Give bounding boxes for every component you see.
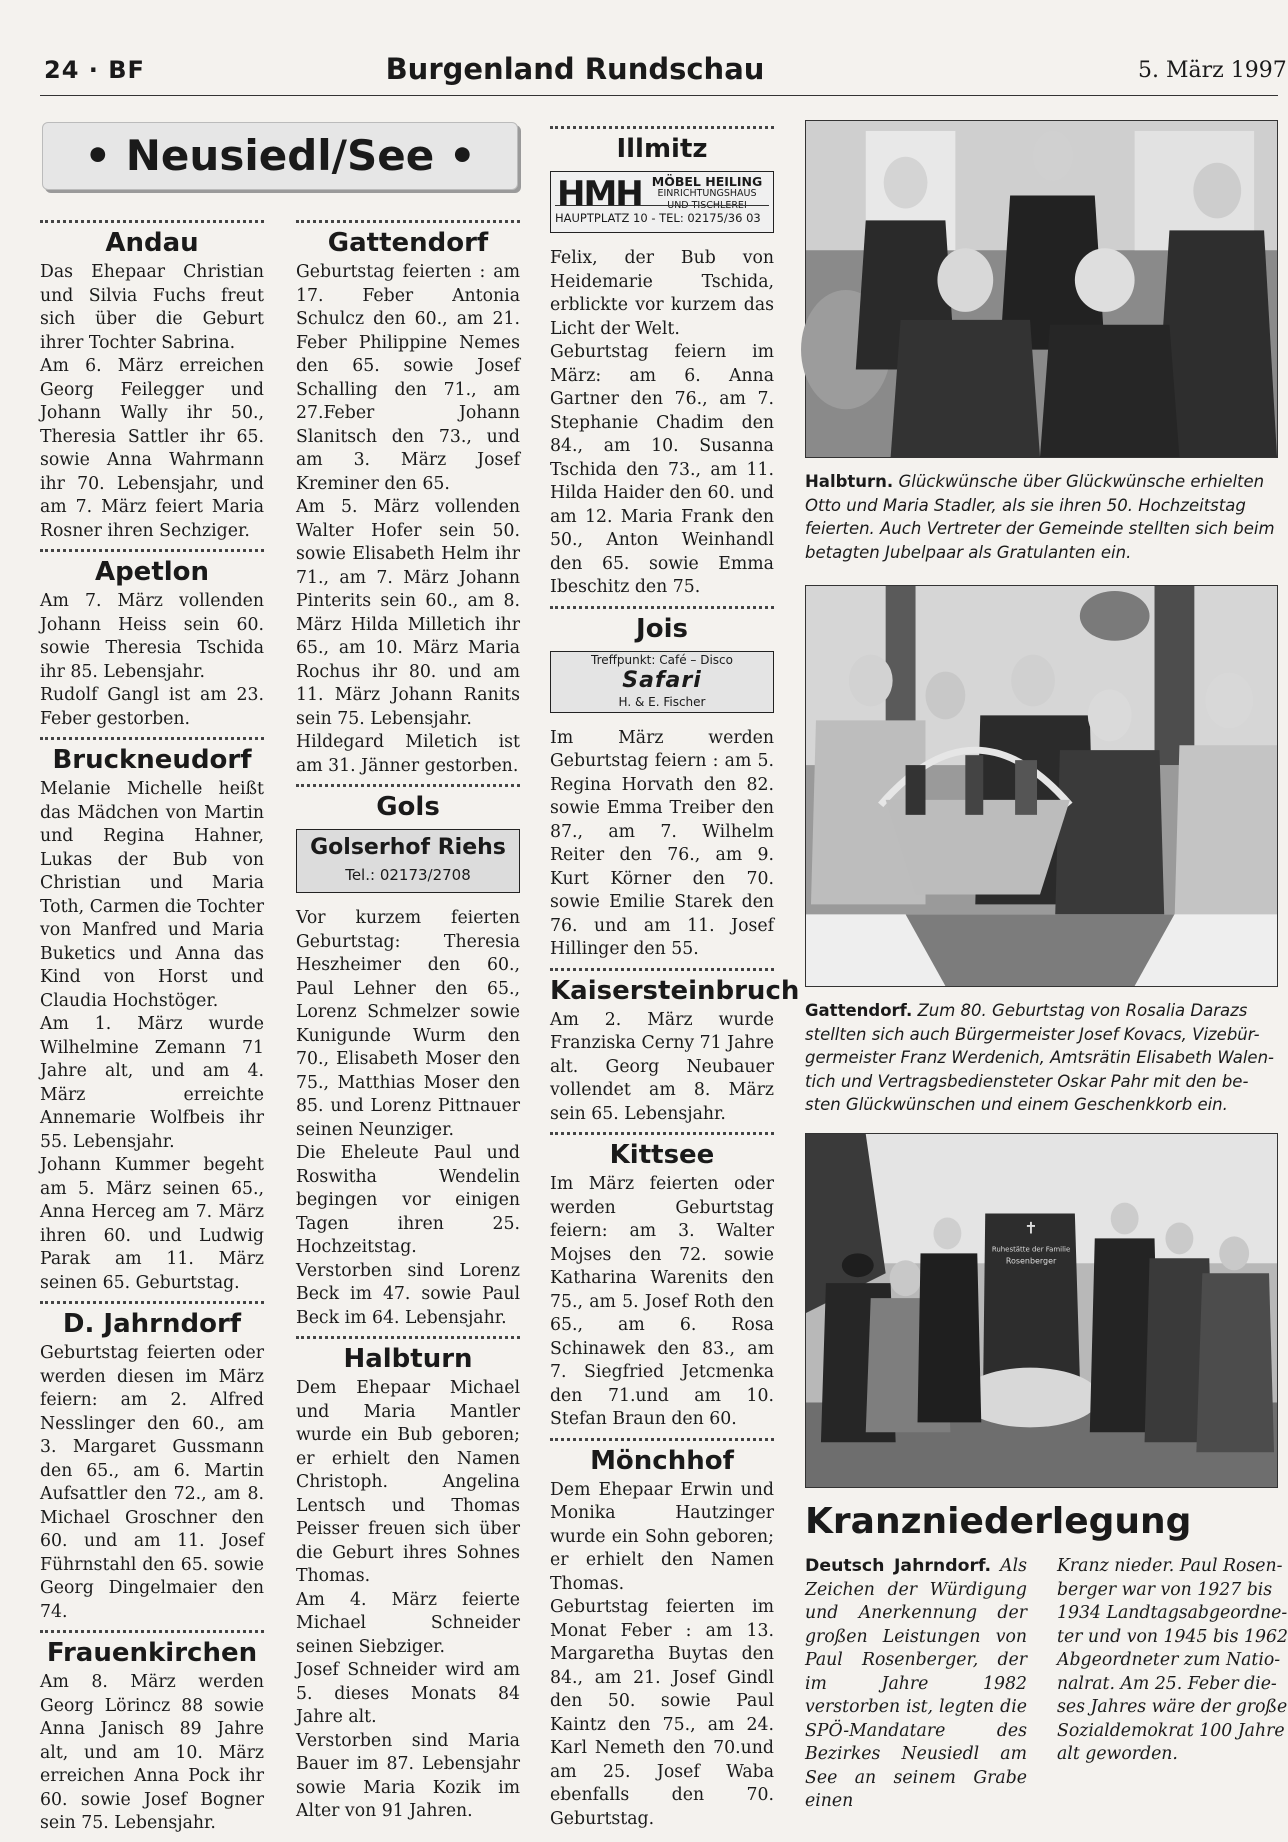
dotted-divider [40, 737, 264, 740]
section-andau [40, 220, 264, 543]
paragraph: Johann Kummer begeht am 5. März seinen 65., Anna Herceg am 7. März ihren 60. und Ludwig Parak am 11. März seinen 65. Geburtstag. [40, 1155, 264, 1293]
photo-gattendorf-basket [805, 585, 1278, 987]
paragraph: Im März werden Geburtstag feiern : am 5. Regina Horvath den 82. sowie Emma Treiber den 87., am 7. Wilhelm Reiter den 76., am 9. Kurt Körner den 70. sowie Emilie Starek den 76. und am 11. Josef Hillinger den 55. [550, 727, 774, 959]
section-title: Gattendorf [327, 228, 489, 258]
caption-line [805, 470, 1278, 494]
paragraph: Verstorben sind Lorenz Beck im 47. sowie Paul Beck im 64. Lebensjahr. [296, 1260, 520, 1328]
caption-line: feierten. Auch Vertreter der Gemeinde stellten sich beim [805, 519, 1275, 538]
article-line: Abgeordneter zum Natio- [1057, 1650, 1281, 1670]
section-title: Gols [376, 792, 440, 822]
dotted-divider [296, 784, 520, 787]
hmh-sub2: UND TISCHLEREI [667, 200, 747, 211]
section-text [550, 1479, 774, 1832]
paragraph: Josef Schneider wird am 5. dieses Monats 84 Jahre alt. [296, 1660, 520, 1727]
dotted-divider [40, 1301, 264, 1304]
article-text-1: Als Zeichen der Würdigung und Anerkennung der großen Leistungen von Paul Rosenberger, der im Jahre 1982 verstorben ist, legten die SPÖ-Mandatare des Bezirkes Neusiedl am See an seinem Grabe einen [805, 1556, 1027, 1811]
section-gattendorf [296, 220, 520, 778]
paragraph: Am 5. März vollenden Walter Hofer sein 50. sowie Elisabeth Helm ihr 71., am 7. März Johann Pinterits sein 60., am 8. März Hilda Milletich ihr 65., am 10. März Maria Rochus ihr 80. und am 11. März Johann Ranits sein 75. Lebensjahr. [296, 497, 520, 729]
photo-grave-image [806, 1134, 1277, 1487]
caption-place: Gattendorf. [805, 1001, 913, 1020]
hmh-sub1: EINRICHTUNGSHAUS [657, 188, 757, 199]
dotted-divider [296, 1336, 520, 1339]
section-title: Kaisersteinbruch [550, 975, 800, 1006]
section-jois [550, 606, 774, 962]
section-illmitz [550, 126, 774, 600]
column-3 [550, 124, 800, 1837]
hmh-ad [550, 171, 774, 233]
section-kittsee [550, 1132, 774, 1432]
photo-kranzniederlegung [805, 1133, 1278, 1488]
section-title: D. Jahrndorf [62, 1309, 242, 1339]
dotted-divider [296, 220, 520, 223]
paragraph: Im März feierten oder werden Geburtstag feiern: am 3. Walter Mojses den 72. sowie Katharina Warenits den 75., am 5. Josef Roth den 65., am 6. Rosa Schinawek den 83., am 7. Siegfried Jetcmenka den 71.und am 10. Stefan Braun den 60. [550, 1174, 774, 1429]
caption-line: sten Glückwünschen und einem Geschenkkorb ein. [805, 1095, 1228, 1114]
hmh-company: MÖBEL HEILING [651, 174, 763, 189]
article-line: Sozialdemokrat 100 Jahre [1057, 1720, 1285, 1741]
article-line: berger war von 1927 bis [1057, 1579, 1273, 1600]
section-text [40, 1671, 264, 1836]
dotted-divider [550, 606, 774, 609]
golserhof-name: Golserhof Riehs [310, 835, 506, 860]
section-text [40, 1342, 264, 1624]
section-moenchhof [550, 1438, 774, 1832]
caption-text: Zum 80. Geburtstag von Rosalia Darazs [917, 1001, 1248, 1020]
section-text [40, 261, 264, 543]
hmh-address: HAUPTPLATZ 10 - TEL: 02175/36 03 [555, 205, 769, 231]
section-title: Halbturn [343, 1344, 473, 1374]
paragraph: Am 8. März werden Georg Lörincz 88 sowie Anna Janisch 89 Jahre alt, und am 10. März erreichen Anna Pock ihr 60. sowie Josef Bogner sein 75. Lebensjahr. [40, 1672, 264, 1833]
dotted-divider [550, 1132, 774, 1135]
dotted-divider [550, 1438, 774, 1441]
article-line: 1934 Landtagsabgeordne- [1057, 1603, 1288, 1623]
paragraph: Am 2. März wurde Franziska Cerny 71 Jahre alt. Georg Neubauer vollendet am 8. März sein 65. Lebensjahr. [550, 1009, 774, 1124]
caption-gattendorf [805, 999, 1278, 1117]
paragraph: Geburtstag feierten : am 17. Feber Antonia Schulcz den 60., am 21. Feber Philippine Nemes den 65. sowie Josef Schalling den 71., am 27.Feber Johann Slanitsch den 73., und am 3. März Josef Kreminer den 65. [296, 262, 520, 494]
paragraph: Am 1. März wurde Wilhelmine Zemann 71 Jahre alt, und am 4. März erreichte Annemarie Wolfbeis ihr 55. Lebensjahr. [40, 1014, 264, 1152]
svg-text:✝: ✝ [1024, 1218, 1038, 1238]
section-kaisersteinbruch [550, 968, 800, 1127]
article-line: nalrat. Am 25. Feber die- [1057, 1673, 1277, 1694]
section-d-jahrndorf [40, 1301, 264, 1624]
caption-line: betagten Jubelpaar als Gratulanten ein. [805, 542, 1132, 562]
caption-line: germeister Franz Werdenich, Amtsrätin Elisabeth Walen- [805, 1048, 1274, 1067]
section-title: Apetlon [94, 557, 210, 587]
paragraph: Am 6. März erreichen Georg Feilegger und Johann Wally ihr 50., Theresia Sattler ihr 65. sowie Anna Wahrmann ihr 70. Lebensjahr, und am 7. März feiert Maria Rosner ihren Sechziger. [40, 356, 264, 541]
section-text [296, 907, 520, 1330]
paragraph: Das Ehepaar Christian und Silvia Fuchs freut sich über die Geburt ihrer Tochter Sabrina. [40, 262, 264, 353]
section-title: Frauenkirchen [46, 1638, 258, 1668]
grave-family: Rosenberger [1005, 1256, 1057, 1266]
photo-halbturn-image [806, 121, 1277, 457]
section-frauenkirchen [40, 1630, 264, 1836]
grave-header: Ruhestätte der Familie [991, 1245, 1071, 1254]
section-text [550, 727, 774, 962]
caption-text: Glückwünsche über Glückwünsche erhielten [898, 472, 1265, 491]
safari-owner: H. & E. Fischer [618, 694, 706, 709]
safari-ad [550, 651, 774, 713]
paragraph: Geburtstag feiern im März: am 6. Anna Gartner den 76., am 7. Stephanie Chadim den 84., am 10. Susanna Tschida den 73., am 11. Hilda Haider den 60. und am 12. Maria Frank den 50., Anton Weinhandl den 65. sowie Emma Ibeschitz den 75. [550, 342, 774, 597]
safari-line1: Treffpunkt: Café – Disco [591, 652, 733, 667]
article-column-2 [1057, 1555, 1287, 1767]
section-text [550, 1173, 774, 1432]
photo-halbturn-couple [805, 120, 1278, 458]
dotted-divider [40, 549, 264, 552]
newspaper-name: Burgenland Rundschau [385, 52, 765, 86]
section-title: Mönchhof [590, 1445, 734, 1476]
paragraph: Am 7. März vollenden Johann Heiss sein 60. sowie Theresia Tschida ihr 85. Lebensjahr. [40, 591, 264, 682]
dotted-divider [550, 968, 774, 971]
section-text [296, 261, 520, 778]
article-place: Deutsch Jahrndorf. [805, 1556, 992, 1576]
section-title: Illmitz [616, 134, 708, 164]
safari-name: Safari [622, 667, 702, 693]
section-text [40, 590, 264, 731]
section-text [550, 1009, 774, 1127]
caption-line: tich und Vertragsbediensteter Oskar Pahr mit den be- [805, 1071, 1249, 1091]
column-2 [296, 218, 520, 1830]
photo-gattendorf-image [806, 586, 1277, 986]
section-apetlon [40, 549, 264, 731]
section-title: Kittsee [609, 1140, 715, 1170]
caption-line: stellten sich auch Bürgermeister Josef Kovacs, Vizebür- [805, 1024, 1260, 1044]
section-text [40, 778, 264, 1295]
article-line: ses Jahres wäre der große [1057, 1697, 1288, 1717]
golserhof-ad [296, 829, 520, 893]
hmh-logo: HMH [557, 174, 642, 214]
paragraph: Geburtstag feierten oder werden diesen im März feiern: am 2. Alfred Nesslinger den 60., am 3. Margaret Gussmann den 65., am 6. Martin Aufsattler den 72., am 8. Michael Groschner den 60. und am 11. Josef Führnstahl den 65. sowie Georg Dingelmaier den 74. [40, 1343, 264, 1622]
paragraph: Die Eheleute Paul und Roswitha Wendelin begingen vor einigen Tagen ihren 25. Hochzeitstag. [296, 1143, 520, 1257]
section-title: Bruckneudorf [52, 745, 252, 775]
article-column-1 [805, 1555, 1027, 1814]
article-line: Kranz nieder. Paul Rosen- [1057, 1556, 1283, 1576]
caption-place: Halbturn. [805, 472, 894, 491]
paragraph: Geburtstag feierten im Monat Feber : am 13. Margaretha Buytas den 84., am 21. Josef Gindl den 50. sowie Paul Kaintz den 75., am 24. Karl Nemeth den 70.und am 25. Josef Waba ebenfalls den 70. Geburtstag. [550, 1597, 774, 1829]
article-line: ter und von 1945 bis 1962 [1057, 1626, 1288, 1647]
paragraph: Dem Ehepaar Michael und Maria Mantler wurde ein Bub geboren; er erhielt den Namen Christoph. Angelina Lentsch und Thomas Peisser freuen sich über die Geburt ihres Sohnes Thomas. [296, 1378, 520, 1586]
caption-line: Otto und Maria Stadler, als sie ihren 50. Hochzeitstag [805, 495, 1246, 515]
section-text [296, 1377, 520, 1824]
article-title: Kranzniederlegung [805, 1501, 1192, 1542]
section-title: Jois [636, 613, 688, 644]
region-title: • Neusiedl/See • [42, 122, 518, 190]
paragraph: Am 4. März feierte Michael Schneider seinen Siebziger. [296, 1589, 520, 1657]
paragraph: Melanie Michelle heißt das Mädchen von Martin und Regina Hahner, Lukas der Bub von Christian und Maria Toth, Carmen die Tochter von Manfred und Maria Buketics und Anna das Kind von Horst und Claudia Hochstöger. [40, 779, 264, 1011]
paragraph: Felix, der Bub von Heidemarie Tschida, erblickte vor kurzem das Licht der Welt. [550, 248, 774, 339]
section-bruckneudorf [40, 737, 264, 1295]
column-1 [40, 218, 264, 1842]
section-text [550, 247, 774, 600]
paragraph: Hildegard Miletich ist am 31. Jänner gestorben. [296, 732, 520, 776]
dotted-divider [40, 220, 264, 223]
paragraph: Dem Ehepaar Erwin und Monika Hautzinger wurde ein Sohn geboren; er erhielt den Namen Thomas. [550, 1479, 774, 1594]
caption-halbturn [805, 470, 1278, 564]
page-header [40, 52, 1287, 96]
dotted-divider [40, 1630, 264, 1633]
paragraph: Verstorben sind Maria Bauer im 87. Lebensjahr sowie Maria Kozik im Alter von 91 Jahren. [296, 1730, 520, 1821]
page-number: 24 · BF [44, 56, 145, 84]
article-line: alt geworden. [1057, 1744, 1178, 1764]
paragraph: Rudolf Gangl ist am 23. Feber gestorben. [40, 685, 264, 729]
paragraph: Vor kurzem feierten Geburtstag: Theresia Heszheimer den 60., Paul Lehner den 65., Lorenz Schmelzer sowie Kunigunde Wurm den 70., Elisabeth Moser den 75., Matthias Moser den 85. und Lorenz Pittnauer seinen Neunziger. [296, 908, 520, 1140]
section-gols [296, 784, 520, 1330]
caption-line [805, 999, 1278, 1023]
golserhof-phone: Tel.: 02173/2708 [345, 866, 471, 884]
dotted-divider [550, 126, 774, 129]
issue-date: 5. März 1997 [1138, 58, 1287, 83]
section-title: Andau [105, 228, 199, 258]
section-halbturn [296, 1336, 520, 1824]
article-body [805, 1555, 1288, 1811]
